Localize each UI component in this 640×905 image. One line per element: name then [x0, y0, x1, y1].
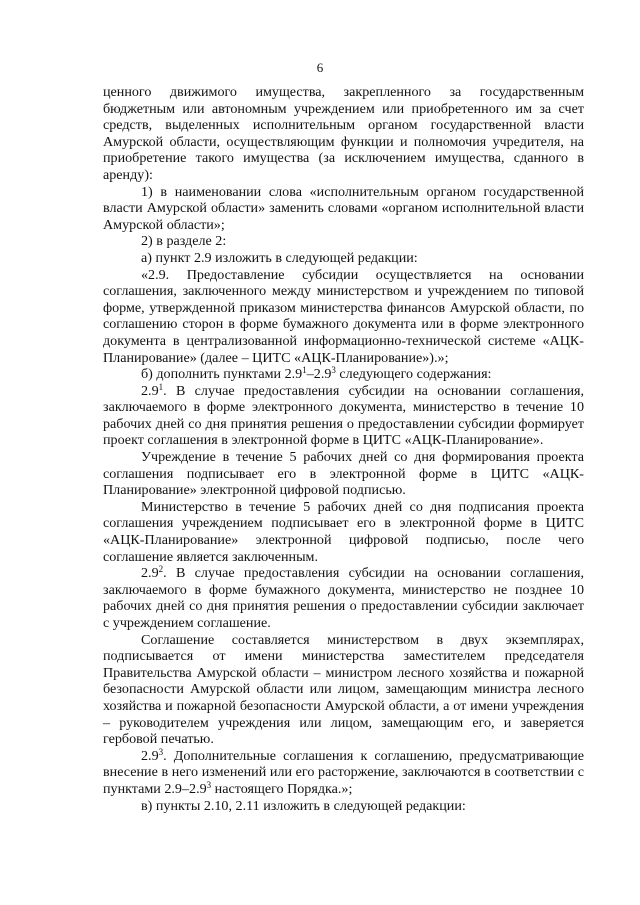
page-number: 6 [316, 60, 324, 75]
paragraph-ministry-signs: Министерство в течение 5 рабочих дней со дня подписания проекта соглашения учреждением подписывает его в электронной форме в ЦИТС «АЦК-Планирование» электронной цифровой подписью, после чего соглашение является заключенным. [103, 498, 584, 565]
paragraph-item-2: 2) в разделе 2: [141, 233, 227, 250]
paragraph-institution-signs: Учреждение в течение 5 рабочих дней со дня формирования проекта соглашения подписывает его в электронной форме в ЦИТС «АЦК-Планирование» электронной цифровой подписью. [103, 449, 584, 499]
paragraph-agreement-copies: Соглашение составляется министерством в двух экземплярах, подписывается от имени министерства заместителем председателя Правительства Амурской области – министром лесного хозяйства и пожарной безопасности Амурской области или лицом, замещающим министра лесного хозяйства и пожарной безопасности Амурской области, а от имени учреждения – руководителем учреждения или лицом, замещающим его, и заверяется гербовой печатью. [103, 631, 584, 748]
paragraph-item-1: 1) в наименовании слова «исполнительным органом государственной власти Амурской области» заменить словами «органом исполнительной власти Амурской области»; [103, 183, 584, 233]
paragraph-subitem-v: в) пункты 2.10, 2.11 изложить в следующей редакции: [141, 797, 466, 814]
paragraph-subitem-a: а) пункт 2.9 изложить в следующей редакции: [141, 249, 418, 266]
paragraph-point-2-9-1: $2.9^1$. В случае предоставления субсидии на основании соглашения, заключаемого в форме электронного документа, министерство в течение 10 рабочих дней со дня принятия решения о предоставлении субсидии формирует проект соглашения в электронной форме в ЦИТС «АЦК-Планирование». [103, 381, 584, 449]
paragraph-point-2-9-3: $2.9^3$. Дополнительные соглашения к соглашению, предусматривающие внесение в него изменений или его расторжение, заключаются в соответствии с пунктами $2.9-2.9^3$ настоящего Порядка.»; [103, 746, 584, 797]
paragraph-1-continuation: ценного движимого имущества, закрепленного за государственным бюджетным или автономным учреждением или приобретенного им за счет средств, выделенных исполнительным органом государственной власти Амурской области, осуществляющим функции и полномочия учредителя, на приобретение такого имущества (за исключением имущества, сданного в аренду): [103, 84, 584, 183]
paragraph-point-2-9-2: $2.9^2$. В случае предоставления субсидии на основании соглашения, заключаемого в форме бумажного документа, министерство не позднее 10 рабочих дней со дня принятия решения о предоставлении субсидии заключает с учреждением соглашение. [103, 564, 584, 631]
paragraph-point-2-9: «2.9. Предоставление субсидии осуществляется на основании соглашения, заключенного между министерством и учреждением по типовой форме, утвержденной приказом министерства финансов Амурской области, по соглашению сторон в форме бумажного документа или в форме электронного документа в централизованной информационно-технической системе «АЦК-Планирование» (далее – ЦИТС «АЦК-Планирование»).»; [103, 266, 584, 366]
paragraph-subitem-b: б) дополнить пунктами $2.9^1-2.9^3$ следующего содержания: [141, 365, 492, 383]
document-body [103, 84, 584, 814]
